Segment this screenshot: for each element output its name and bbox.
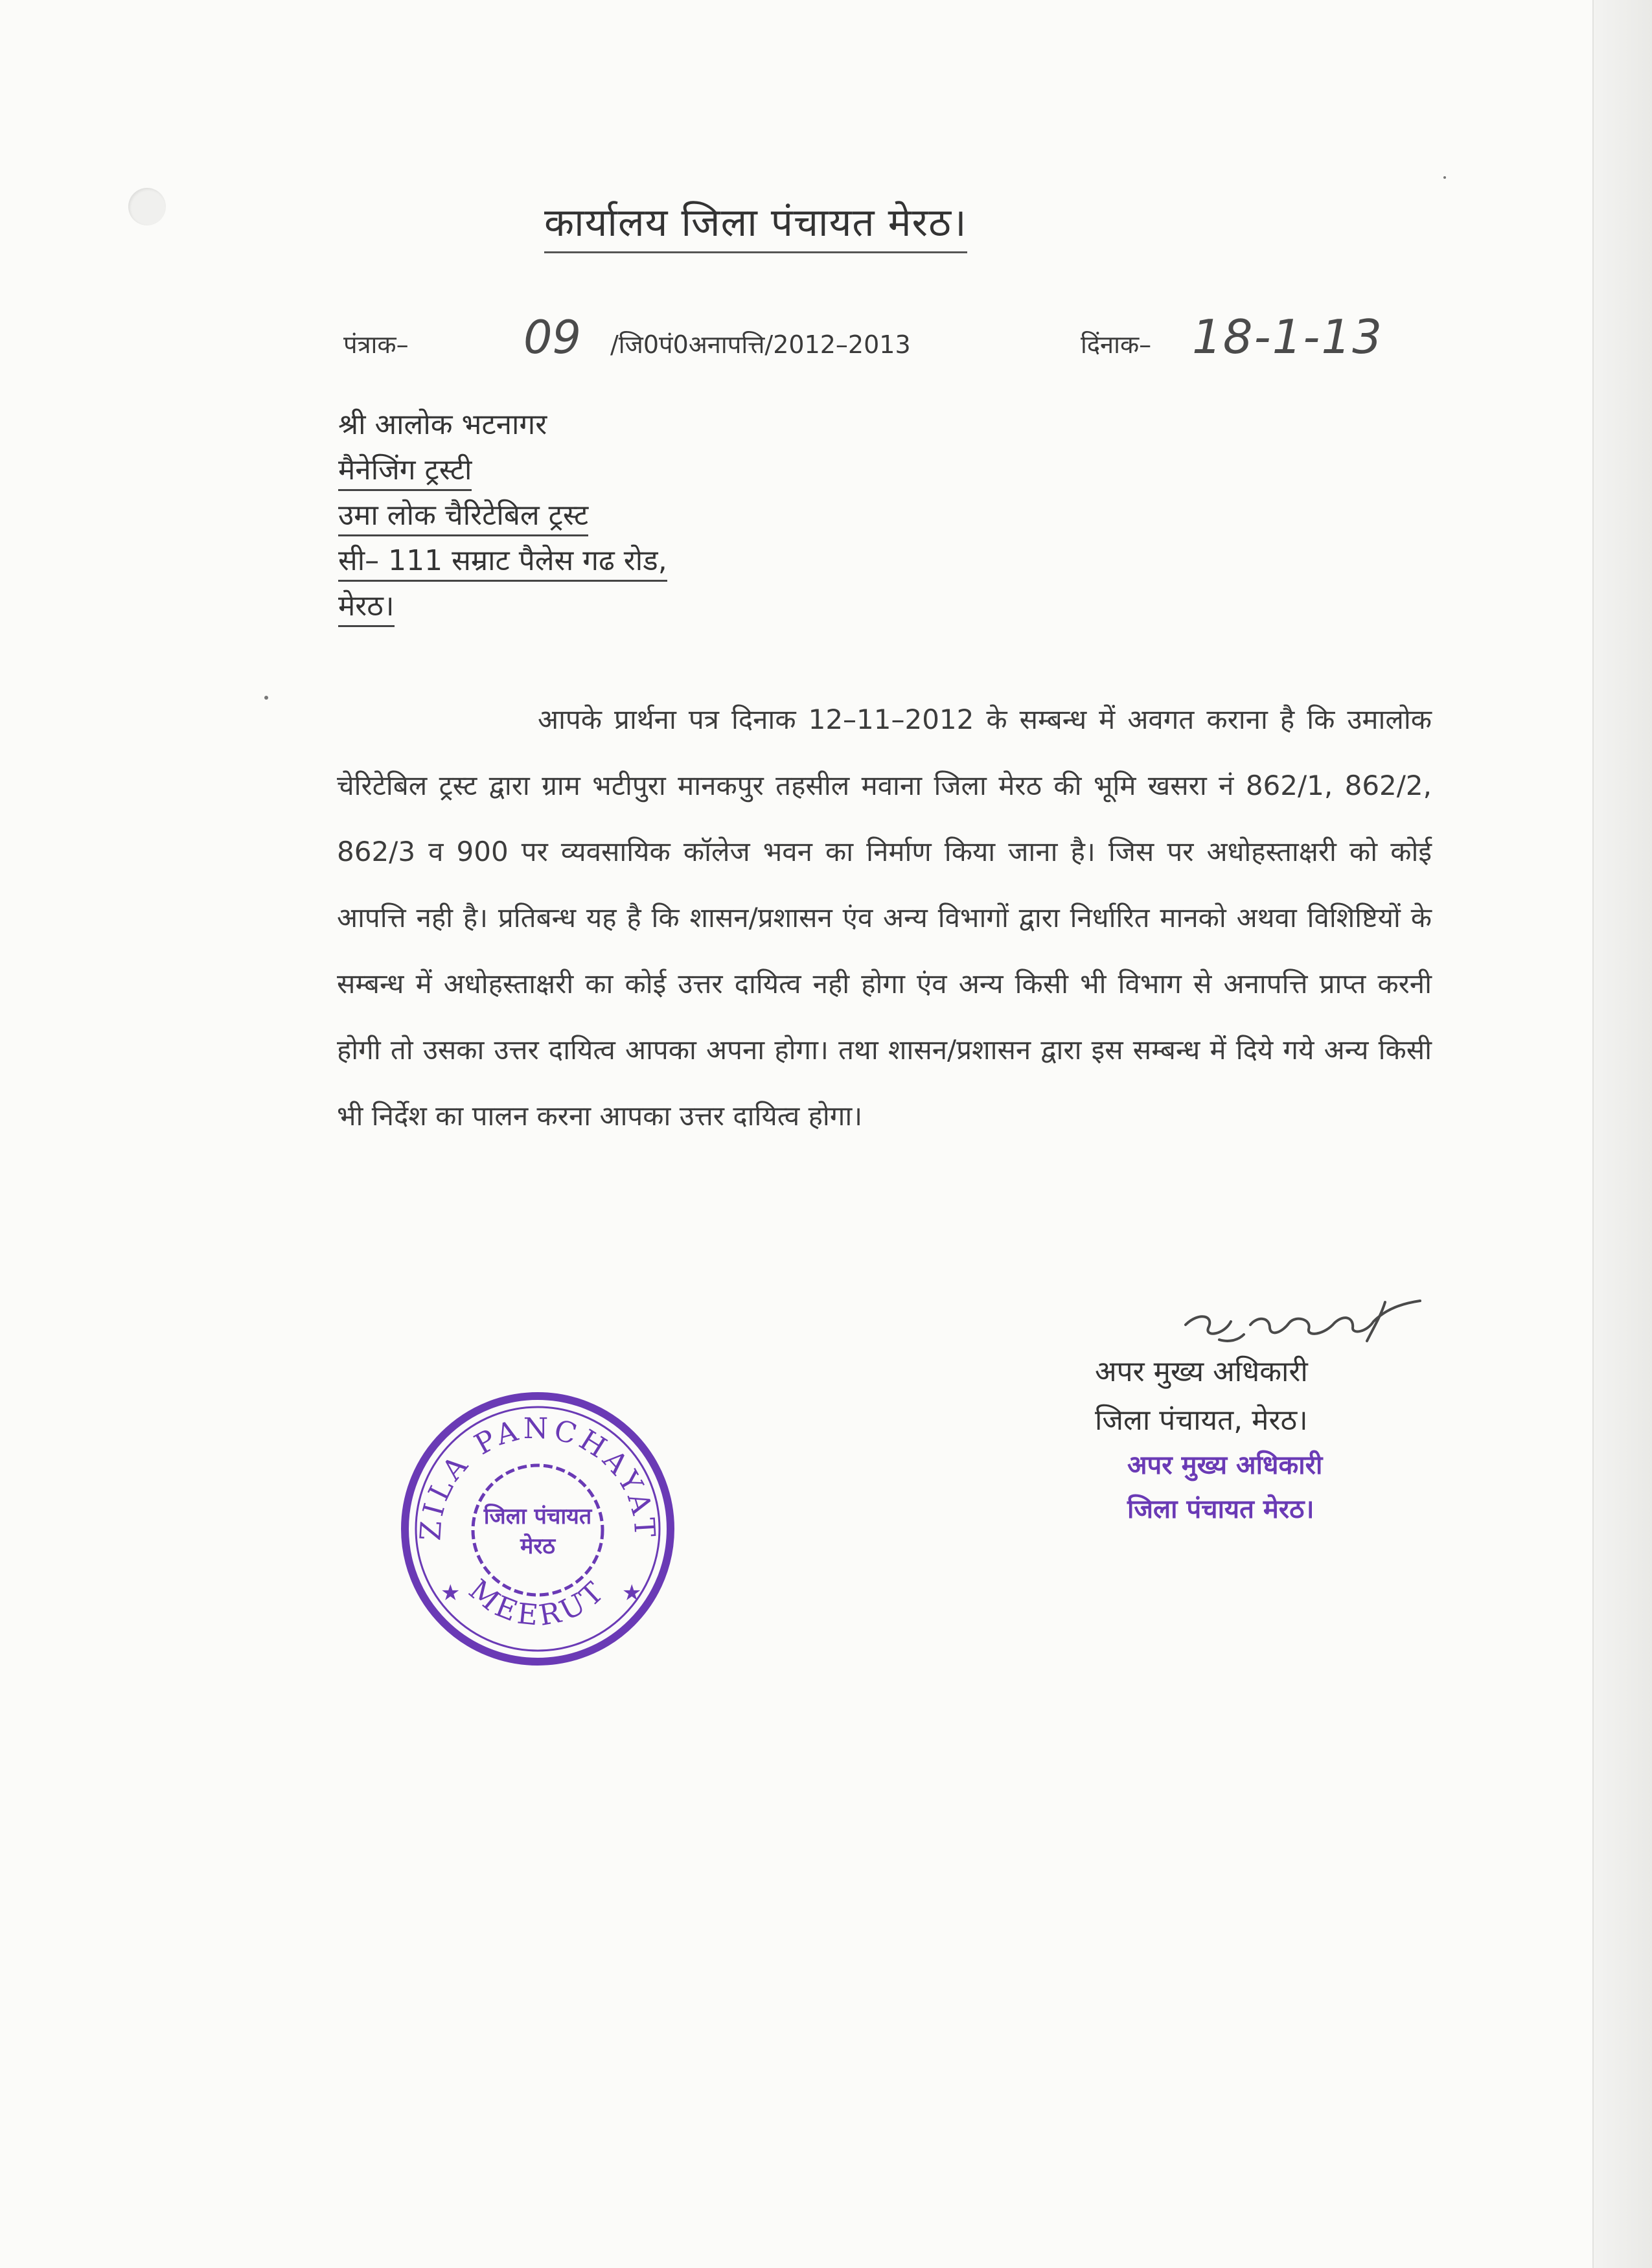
seal-star-icon: ★ [441, 1580, 461, 1606]
date-label: दिंनाक– [1081, 330, 1152, 359]
address-line-organisation: उमा लोक चैरिटेबिल ट्रस्ट [338, 499, 588, 536]
office-heading: कार्यालय जिला पंचायत मेरठ। [544, 194, 967, 253]
seal-star-icon: ★ [622, 1580, 642, 1606]
seal-bottom-text: MEERUT [462, 1573, 613, 1633]
scanner-edge [1592, 0, 1652, 2268]
zila-panchayat-seal [395, 1386, 680, 1671]
scan-speck [1443, 176, 1446, 179]
reference-suffix: /जि0पं0अनापत्ति/2012–2013 [610, 330, 911, 359]
signatory-office: जिला पंचायत, मेरठ। [1095, 1404, 1308, 1437]
reference-label: पंत्राक– [343, 330, 409, 359]
svg-text:MEERUT [463, 1574, 613, 1633]
seal-center-line-2: मेरठ [520, 1533, 555, 1559]
address-line-city: मेरठ। [338, 590, 395, 627]
handwritten-signature [1179, 1289, 1425, 1360]
date-value: 18-1-13 [1192, 310, 1384, 364]
scan-speck [264, 696, 268, 700]
reference-number: 09 [523, 311, 582, 364]
signatory-designation: अपर मुख्य अधिकारी [1095, 1355, 1308, 1388]
punch-hole [128, 188, 166, 225]
address-line-designation: मैनेजिंग ट्रस्टी [338, 453, 472, 491]
seal-top-text: ZILA PANCHAYAT [414, 1412, 661, 1542]
seal-center-line-1: जिला पंचायत [483, 1504, 592, 1529]
letter-body: आपके प्रार्थना पत्र दिनाक 12–11–2012 के सम्बन्ध में अवगत कराना है कि उमालोक चेरिटेबिल ट्रस्ट द्वारा ग्राम भटीपुरा मानकपुर तहसील मवाना जिला मेरठ की भूमि खसरा नं 862/1, 862/2, 862/3 व 900 पर व्यवसायिक कॉलेज भवन का निर्माण किया जाना है। जिस पर अधोहस्ताक्षरी को कोई आपत्ति नही है। प्रतिबन्ध यह है कि शासन/प्रशासन एंव अन्य विभागों द्वारा निर्धारित मानको अथवा विशिष्टियों के सम्बन्ध में अधोहस्ताक्षरी का कोई उत्तर दायित्व नही होगा एंव अन्य किसी भी विभाग से अनापत्ति प्राप्त करनी होगी तो उसका उत्तर दायित्व आपका अपना होगा। तथा शासन/प्रशासन द्वारा इस सम्बन्ध में दिये गये अन्य किसी भी निर्देश का पालन करना आपका उत्तर दायित्व होगा। [337, 704, 1432, 1132]
rubber-stamp-line-2: जिला पंचायत मेरठ। [1127, 1495, 1314, 1524]
address-line-street: सी– 111 सम्राट पैलेस गढ रोड, [338, 544, 667, 582]
address-line-name: श्री आलोक भटनागर [338, 408, 547, 441]
rubber-stamp-line-1: अपर मुख्य अधिकारी [1127, 1450, 1323, 1480]
